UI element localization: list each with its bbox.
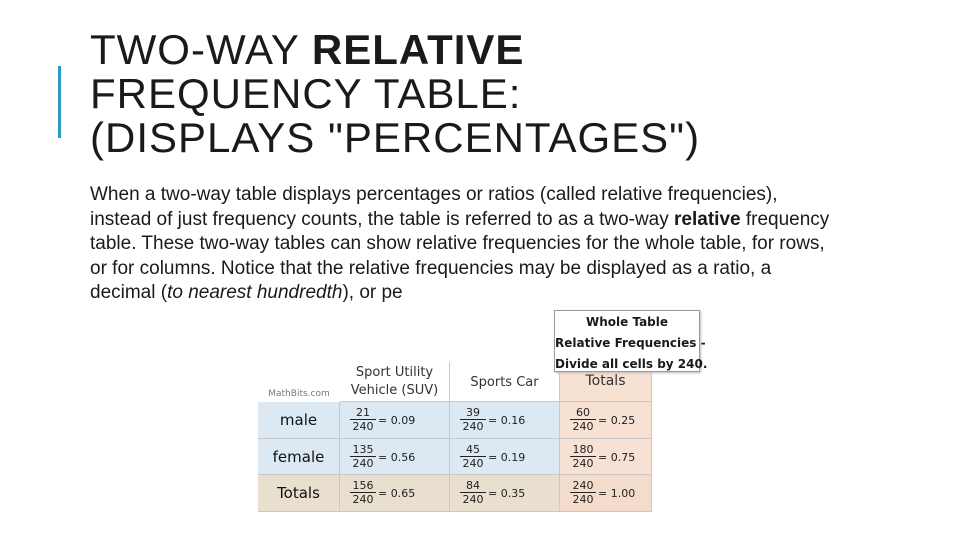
denominator: 240 — [462, 493, 484, 506]
numerator: 39 — [460, 406, 486, 420]
logo: MathBits.com — [258, 362, 340, 402]
relative-frequency-table — [258, 362, 652, 512]
denominator: 240 — [572, 493, 594, 506]
fraction — [460, 443, 486, 470]
callout-line-2: Relative Frequencies - — [555, 336, 706, 350]
table-cell — [340, 402, 450, 439]
fraction — [350, 479, 376, 506]
numerator: 21 — [350, 406, 376, 420]
table-cell — [450, 475, 560, 512]
numerator: 156 — [350, 479, 376, 493]
decimal-value: = 0.75 — [598, 451, 636, 464]
callout-line-1: Whole Table — [585, 315, 669, 329]
callout-line-3: Divide all cells by 240. — [555, 357, 708, 371]
decimal-value: = 0.09 — [378, 414, 416, 427]
table-cell — [560, 475, 652, 512]
table-cell — [340, 439, 450, 475]
numerator: 45 — [460, 443, 486, 457]
decimal-value: = 0.16 — [488, 414, 526, 427]
body-italic: to nearest hundredth — [167, 282, 343, 303]
fraction — [460, 479, 486, 506]
body-text — [90, 183, 830, 306]
title-line-3: (DISPLAYS "PERCENTAGES") — [90, 114, 701, 161]
body-part-3: ), or pe — [342, 282, 403, 303]
title-bold: RELATIVE — [311, 26, 525, 73]
decimal-value: = 1.00 — [598, 487, 636, 500]
denominator: 240 — [462, 457, 484, 470]
decimal-value: = 0.25 — [598, 414, 636, 427]
denominator: 240 — [352, 420, 374, 433]
title-plain: TWO-WAY — [90, 26, 312, 73]
title-line-1 — [90, 28, 700, 72]
denominator: 240 — [572, 457, 594, 470]
table-cell — [450, 439, 560, 475]
title-line-2: FREQUENCY TABLE: — [90, 70, 522, 117]
table-cell — [340, 475, 450, 512]
numerator: 135 — [350, 443, 376, 457]
numerator: 180 — [570, 443, 596, 457]
accent-bar — [58, 66, 61, 138]
body-part-2: frequency table. These two-way tables can show relative frequencies for the whole table, for rows, or for columns. Notice that the relative frequencies may be displayed as a ratio, a decimal ( — [90, 208, 830, 303]
numerator: 240 — [570, 479, 596, 493]
row-label: female — [258, 439, 340, 475]
denominator: 240 — [462, 420, 484, 433]
decimal-value: = 0.35 — [488, 487, 526, 500]
fraction — [570, 479, 596, 506]
fraction — [350, 443, 376, 470]
slide-title — [90, 28, 700, 160]
table-cell — [560, 402, 652, 439]
body-bold: relative — [674, 208, 741, 230]
denominator: 240 — [352, 457, 374, 470]
callout-box — [554, 310, 708, 372]
body-part-1: When a two-way table displays percentages or ratios (called relative frequencies), instead of just frequency counts, the table is referred to as a two-way — [90, 184, 778, 230]
table-cell — [560, 439, 652, 475]
fraction — [350, 406, 376, 433]
row-label: Totals — [258, 475, 340, 512]
denominator: 240 — [352, 493, 374, 506]
decimal-value: = 0.19 — [488, 451, 526, 464]
numerator: 84 — [460, 479, 486, 493]
decimal-value: = 0.65 — [378, 487, 416, 500]
column-header: Sports Car — [450, 362, 560, 402]
decimal-value: = 0.56 — [378, 451, 416, 464]
table-cell — [450, 402, 560, 439]
fraction — [460, 406, 486, 433]
fraction — [570, 406, 596, 433]
denominator: 240 — [572, 420, 594, 433]
column-header: Totals — [560, 362, 652, 402]
fraction — [570, 443, 596, 470]
column-header: Sport Utility Vehicle (SUV) — [340, 362, 450, 402]
numerator: 60 — [570, 406, 596, 420]
row-label: male — [258, 402, 340, 439]
